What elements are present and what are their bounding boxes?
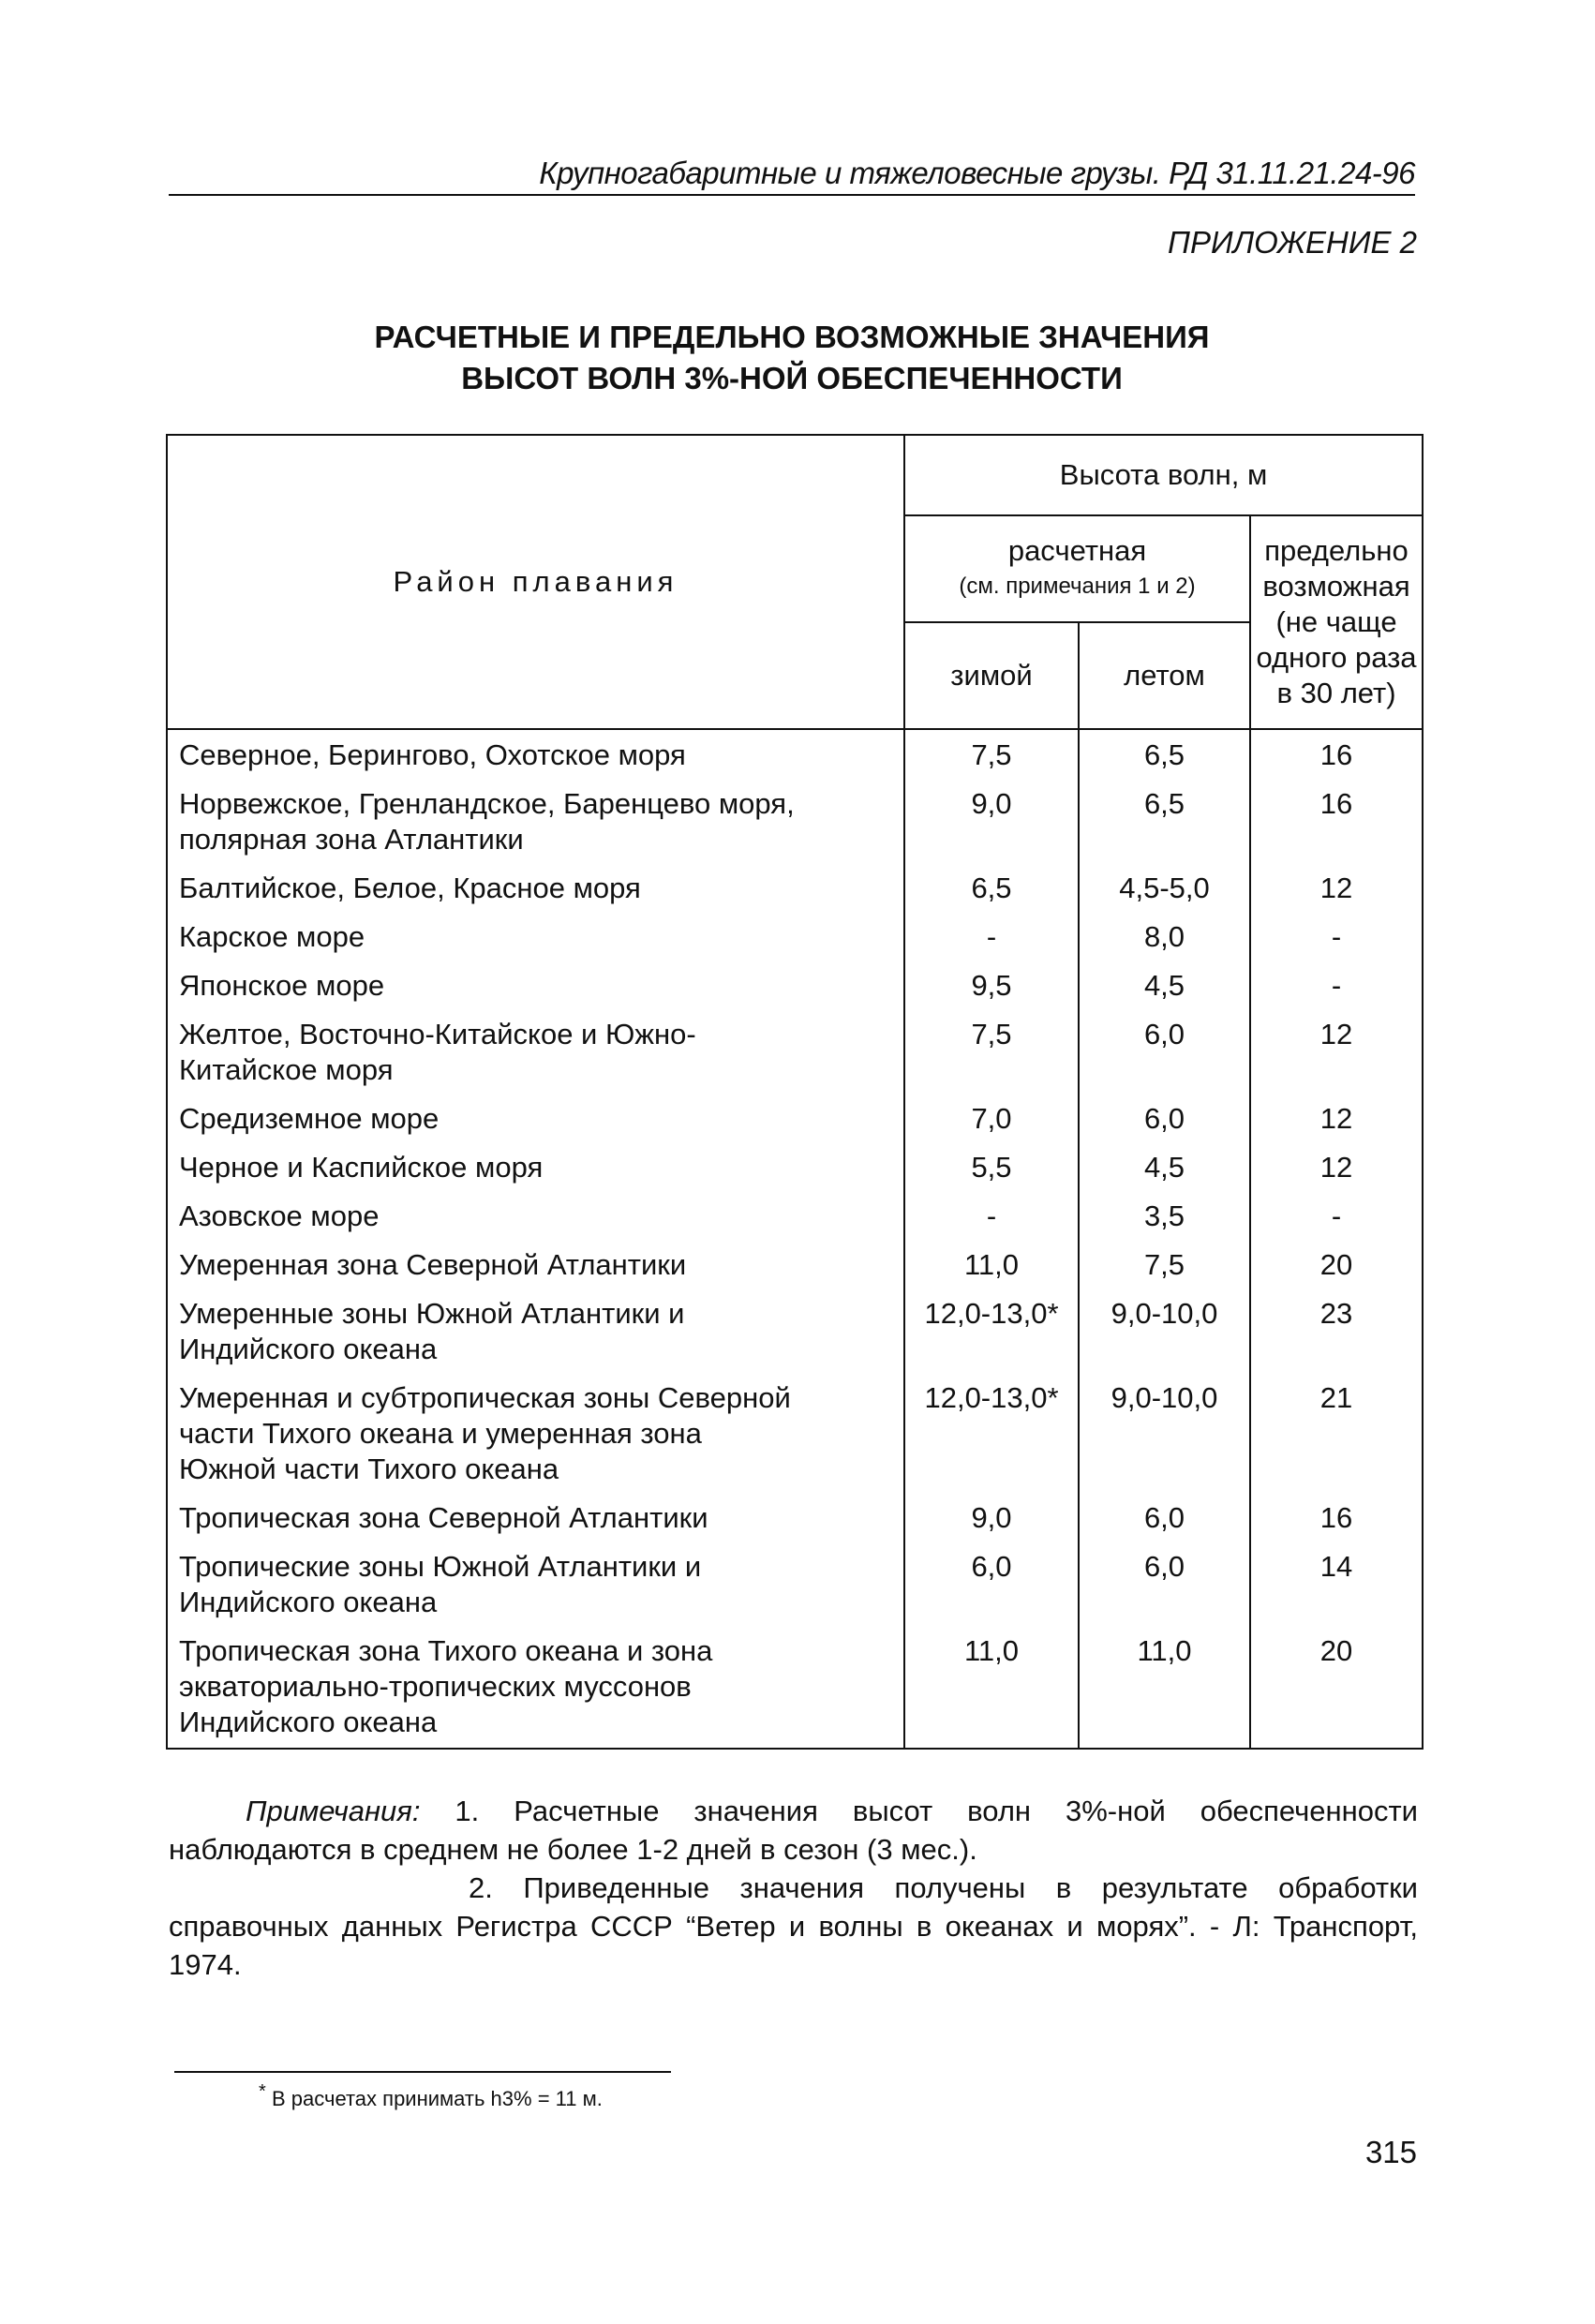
table-row xyxy=(167,1244,1423,1292)
table-row xyxy=(167,1195,1423,1244)
running-title: Крупногабаритные и тяжеловесные грузы. РД 31.11.21.24-96 xyxy=(539,156,1415,190)
region-cell-line: Умеренная зона Северной Атлантики xyxy=(179,1248,687,1281)
region-cell xyxy=(167,1146,904,1195)
table-row xyxy=(167,867,1423,916)
footnote-text: В расчетах принимать h3% = 11 м. xyxy=(272,2087,603,2110)
region-cell-line: Индийского океана xyxy=(179,1706,438,1738)
summer-value-cell: 9,0-10,0 xyxy=(1079,1377,1250,1497)
winter-value-cell: 6,0 xyxy=(904,1545,1079,1630)
summer-value-cell: 6,0 xyxy=(1079,1497,1250,1545)
max-value-cell: - xyxy=(1250,1195,1423,1244)
winter-value-cell: - xyxy=(904,1195,1079,1244)
max-value-cell: - xyxy=(1250,916,1423,964)
summer-value-cell: 4,5-5,0 xyxy=(1079,867,1250,916)
winter-value-cell: 7,0 xyxy=(904,1097,1079,1146)
region-cell-line: Карское море xyxy=(179,920,365,953)
footnote xyxy=(259,2081,603,2111)
notes-section xyxy=(169,1792,1418,1984)
region-cell-line: Северное, Берингово, Охотское моря xyxy=(179,738,686,771)
winter-value-cell: 9,0 xyxy=(904,782,1079,867)
region-cell-line: Желтое, Восточно-Китайское и Южно- xyxy=(179,1018,696,1050)
max-possible-header-line: в 30 лет) xyxy=(1276,677,1396,709)
table-row xyxy=(167,1630,1423,1749)
summer-value-cell: 6,0 xyxy=(1079,1097,1250,1146)
winter-value-cell: 9,0 xyxy=(904,1497,1079,1545)
table-row xyxy=(167,1377,1423,1497)
header-rule xyxy=(169,194,1415,196)
region-cell-line: Китайское моря xyxy=(179,1053,394,1086)
summer-column-header: летом xyxy=(1079,622,1250,729)
region-cell-line: Умеренная и субтропическая зоны Северной xyxy=(179,1381,791,1414)
max-value-cell: 23 xyxy=(1250,1292,1423,1377)
page-number: 315 xyxy=(1364,2135,1417,2169)
max-value-cell: 20 xyxy=(1250,1244,1423,1292)
calculated-header xyxy=(904,515,1250,622)
wave-height-table xyxy=(166,434,1424,1750)
winter-column-header: зимой xyxy=(904,622,1079,729)
max-value-cell: 14 xyxy=(1250,1545,1423,1630)
region-cell-line: Балтийское, Белое, Красное моря xyxy=(179,872,641,904)
region-cell xyxy=(167,1097,904,1146)
region-cell xyxy=(167,1630,904,1749)
max-value-cell: 16 xyxy=(1250,1497,1423,1545)
region-cell-line: Индийского океана xyxy=(179,1586,438,1618)
appendix-label: ПРИЛОЖЕНИЕ 2 xyxy=(1168,225,1417,260)
table-row xyxy=(167,1097,1423,1146)
region-cell xyxy=(167,1244,904,1292)
document-title-line-2: ВЫСОТ ВОЛН 3%-НОЙ ОБЕСПЕЧЕННОСТИ xyxy=(461,361,1123,395)
region-cell xyxy=(167,729,904,782)
region-cell-line: части Тихого океана и умеренная зона xyxy=(179,1417,702,1450)
summer-value-cell: 11,0 xyxy=(1079,1630,1250,1749)
max-possible-header-line: предельно xyxy=(1264,534,1409,567)
max-value-cell: 12 xyxy=(1250,1013,1423,1097)
region-cell xyxy=(167,916,904,964)
winter-value-cell: 6,5 xyxy=(904,867,1079,916)
max-possible-header-line: (не чаще xyxy=(1275,605,1397,638)
region-cell-line: Тропическая зона Тихого океана и зона xyxy=(179,1634,713,1667)
region-cell-line: экваториально-тропических муссонов xyxy=(179,1670,692,1703)
winter-value-cell: 12,0-13,0* xyxy=(904,1377,1079,1497)
winter-value-cell: 11,0 xyxy=(904,1244,1079,1292)
max-value-cell: 21 xyxy=(1250,1377,1423,1497)
max-value-cell: 16 xyxy=(1250,782,1423,867)
winter-value-cell: 5,5 xyxy=(904,1146,1079,1195)
summer-value-cell: 8,0 xyxy=(1079,916,1250,964)
winter-value-cell: 7,5 xyxy=(904,1013,1079,1097)
max-value-cell: 12 xyxy=(1250,867,1423,916)
region-cell xyxy=(167,1195,904,1244)
summer-value-cell: 6,0 xyxy=(1079,1013,1250,1097)
region-column-header: Район плавания xyxy=(167,435,904,729)
table-row xyxy=(167,964,1423,1013)
table-row xyxy=(167,1013,1423,1097)
region-cell-line: Умеренные зоны Южной Атлантики и xyxy=(179,1297,685,1330)
region-cell-line: Тропические зоны Южной Атлантики и xyxy=(179,1550,702,1583)
summer-value-cell: 6,0 xyxy=(1079,1545,1250,1630)
region-cell xyxy=(167,1292,904,1377)
summer-value-cell: 9,0-10,0 xyxy=(1079,1292,1250,1377)
table-row xyxy=(167,916,1423,964)
region-cell xyxy=(167,1545,904,1630)
table-row xyxy=(167,1545,1423,1630)
max-value-cell: 20 xyxy=(1250,1630,1423,1749)
footnote-mark: * xyxy=(259,2081,266,2102)
max-value-cell: 16 xyxy=(1250,729,1423,782)
region-cell-line: Тропическая зона Северной Атлантики xyxy=(179,1501,708,1534)
table-row xyxy=(167,1292,1423,1377)
note-1: 1. Расчетные значения высот волн 3%-ной обеспеченности наблюдаются в среднем не более 1-2 дней в сезон (3 мес.). xyxy=(169,1795,1418,1866)
summer-value-cell: 7,5 xyxy=(1079,1244,1250,1292)
table-row xyxy=(167,1497,1423,1545)
document-title-line-1: РАСЧЕТНЫЕ И ПРЕДЕЛЬНО ВОЗМОЖНЫЕ ЗНАЧЕНИЯ xyxy=(374,320,1210,354)
footnote-rule xyxy=(174,2071,671,2073)
region-cell xyxy=(167,782,904,867)
calculated-header-label: расчетная xyxy=(1007,534,1147,567)
region-cell xyxy=(167,1497,904,1545)
region-cell-line: Норвежское, Гренландское, Баренцево моря, xyxy=(179,787,795,820)
region-cell-line: Азовское море xyxy=(179,1199,380,1232)
max-value-cell: - xyxy=(1250,964,1423,1013)
table-row xyxy=(167,1146,1423,1195)
document-title xyxy=(169,317,1415,399)
summer-value-cell: 6,5 xyxy=(1079,782,1250,867)
wave-height-header: Высота волн, м xyxy=(904,435,1423,515)
summer-value-cell: 4,5 xyxy=(1079,964,1250,1013)
region-cell-line: Черное и Каспийское моря xyxy=(179,1151,544,1184)
region-cell-line: Южной части Тихого океана xyxy=(179,1452,559,1485)
table-row xyxy=(167,782,1423,867)
max-value-cell: 12 xyxy=(1250,1097,1423,1146)
region-cell-line: Средиземное море xyxy=(179,1102,440,1135)
winter-value-cell: 9,5 xyxy=(904,964,1079,1013)
max-possible-header-line: одного раза xyxy=(1256,641,1417,674)
summer-value-cell: 3,5 xyxy=(1079,1195,1250,1244)
region-cell-line: Индийского океана xyxy=(179,1333,438,1365)
winter-value-cell: 7,5 xyxy=(904,729,1079,782)
max-possible-header xyxy=(1250,515,1423,729)
notes-label: Примечания: xyxy=(246,1795,421,1827)
table-row xyxy=(167,729,1423,782)
region-cell-line: Японское море xyxy=(179,969,385,1002)
region-cell xyxy=(167,964,904,1013)
region-cell-line: полярная зона Атлантики xyxy=(179,823,524,856)
region-cell xyxy=(167,1377,904,1497)
max-possible-header-line: возможная xyxy=(1262,570,1410,603)
max-value-cell: 12 xyxy=(1250,1146,1423,1195)
table-body xyxy=(167,729,1423,1749)
region-cell xyxy=(167,1013,904,1097)
summer-value-cell: 6,5 xyxy=(1079,729,1250,782)
note-2: 2. Приведенные значения получены в результате обработки справочных данных Регистра СССР “Ветер и волны в океанах и морях”. - Л: Транспорт, 1974. xyxy=(169,1871,1418,1981)
winter-value-cell: - xyxy=(904,916,1079,964)
summer-value-cell: 4,5 xyxy=(1079,1146,1250,1195)
calculated-header-note: (см. примечания 1 и 2) xyxy=(959,574,1196,599)
winter-value-cell: 11,0 xyxy=(904,1630,1079,1749)
winter-value-cell: 12,0-13,0* xyxy=(904,1292,1079,1377)
region-cell xyxy=(167,867,904,916)
